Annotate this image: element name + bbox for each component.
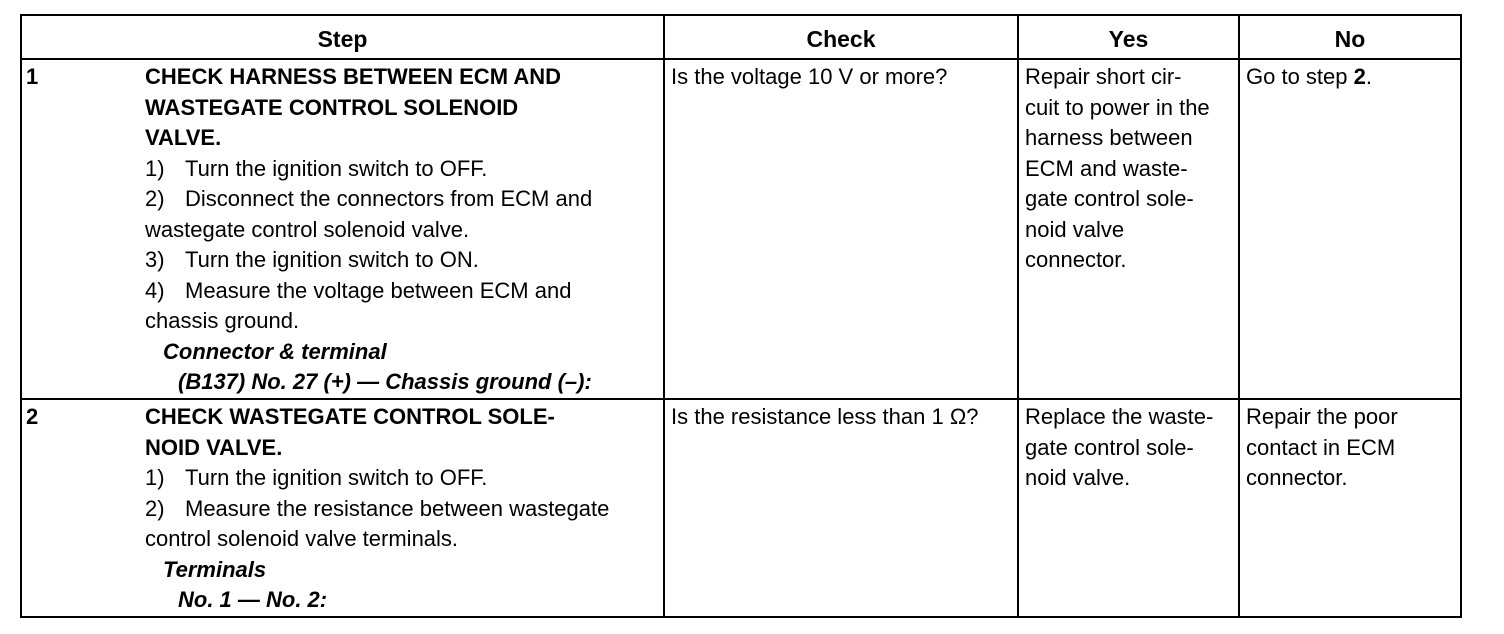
step-item-text: chassis ground. [145, 308, 300, 333]
step-item [145, 276, 659, 337]
check-cell: Is the resistance less than 1 Ω? [664, 399, 1018, 617]
step-item-number: 2) [145, 186, 165, 211]
step-title-line: VALVE. [145, 125, 222, 150]
table-row [21, 399, 1461, 617]
no-cell [1239, 399, 1461, 617]
header-yes: Yes [1018, 15, 1239, 59]
yes-line: Replace the waste- [1025, 404, 1214, 429]
yes-cell [1018, 59, 1239, 399]
step-title-line: CHECK WASTEGATE CONTROL SOLE- [145, 404, 555, 429]
yes-line: gate control sole- [1025, 186, 1194, 211]
step-title [145, 62, 659, 154]
step-item-text: Turn the ignition switch to OFF. [185, 465, 488, 490]
step-item-text: Measure the resistance between wastegate [185, 495, 610, 521]
yes-line: noid valve [1025, 216, 1125, 242]
terminals-label: Terminals [163, 556, 267, 582]
yes-line: connector. [1025, 247, 1127, 272]
step-item-number: 1) [145, 155, 165, 181]
yes-line: cuit to power in the [1025, 94, 1210, 120]
step-item-number: 4) [145, 277, 165, 303]
yes-line: gate control sole- [1025, 434, 1194, 460]
table-header-row [21, 15, 1461, 59]
step-item-number: 3) [145, 247, 165, 272]
step-title-line: NOID VALVE. [145, 434, 283, 460]
connector-value: (B137) No. 27 (+) — Chassis ground (–): [178, 369, 592, 394]
diagnostic-table [20, 14, 1462, 618]
step-title [145, 402, 659, 463]
table-row [21, 59, 1461, 399]
step-body [145, 62, 659, 398]
step-cell [21, 59, 664, 399]
step-title-line: CHECK HARNESS BETWEEN ECM AND [145, 64, 561, 89]
yes-line: noid valve. [1025, 465, 1131, 490]
terminals-value: No. 1 — No. 2: [178, 587, 328, 612]
step-item-text: wastegate control solenoid valve. [145, 216, 470, 242]
yes-line: harness between [1025, 125, 1193, 150]
no-text: Go to step [1246, 64, 1354, 89]
step-number: 1 [26, 64, 39, 89]
step-number: 2 [26, 404, 39, 429]
step-item-text: control solenoid valve terminals. [145, 526, 459, 551]
step-item-text: Measure the voltage between ECM and [185, 277, 572, 303]
step-item-text: Disconnect the connectors from ECM and [185, 186, 593, 211]
no-step-link: 2 [1353, 64, 1366, 89]
step-item [145, 463, 659, 494]
step-item-number: 1) [145, 465, 165, 490]
step-item-number: 2) [145, 495, 165, 521]
connector-label: Connector & terminal [163, 338, 387, 364]
no-cell [1239, 59, 1461, 399]
header-check: Check [664, 15, 1018, 59]
no-line: Repair the poor [1246, 404, 1398, 429]
step-item [145, 494, 659, 555]
header-step: Step [21, 15, 664, 59]
no-text-suffix: . [1365, 64, 1372, 89]
step-item [145, 154, 659, 185]
check-cell: Is the voltage 10 V or more? [664, 59, 1018, 399]
header-no: No [1239, 15, 1461, 59]
step-item-text: Turn the ignition switch to ON. [185, 247, 479, 272]
step-item [145, 184, 659, 245]
no-line: connector. [1246, 465, 1348, 490]
step-item [145, 245, 659, 276]
yes-line: Repair short cir- [1025, 64, 1182, 89]
no-line: contact in ECM [1246, 434, 1396, 460]
yes-line: ECM and waste- [1025, 155, 1188, 181]
step-item-text: Turn the ignition switch to OFF. [185, 155, 488, 181]
step-body [145, 402, 659, 616]
yes-cell [1018, 399, 1239, 617]
step-title-line: WASTEGATE CONTROL SOLENOID [145, 94, 519, 120]
step-cell [21, 399, 664, 617]
